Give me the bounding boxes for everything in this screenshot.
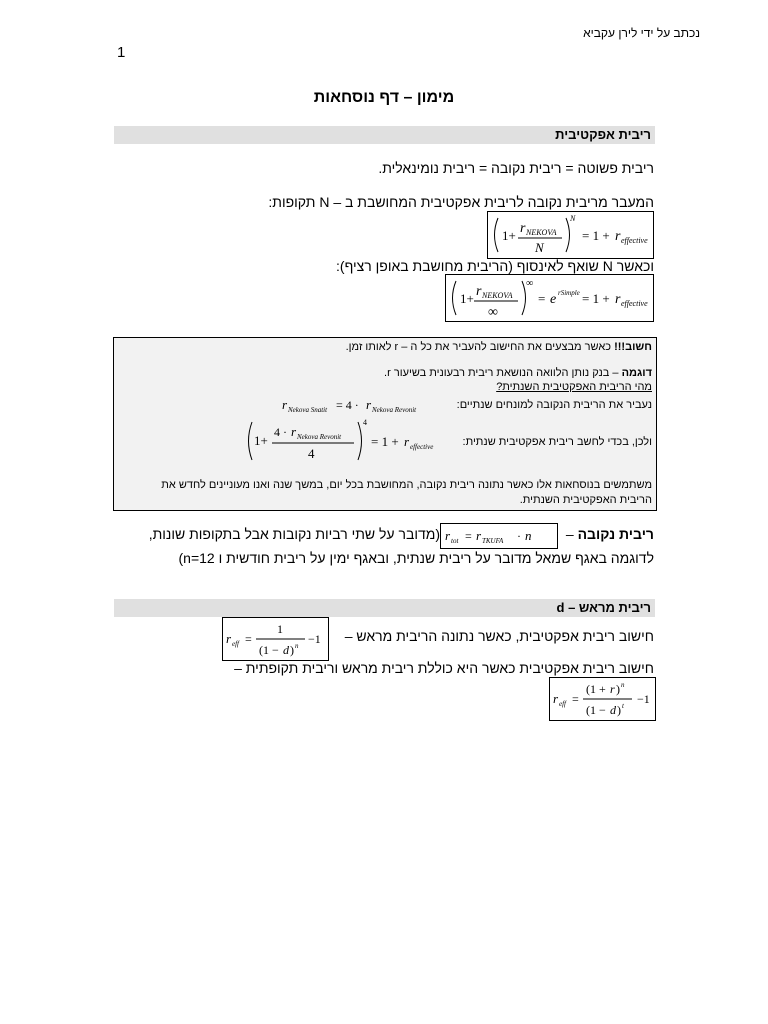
svg-text:effective: effective bbox=[621, 299, 648, 308]
svg-text:eff: eff bbox=[232, 640, 239, 648]
formula-discrete-svg bbox=[488, 212, 653, 258]
svg-text:·: · bbox=[517, 529, 521, 543]
svg-text:r: r bbox=[476, 528, 482, 543]
formula-quarterly-effective bbox=[244, 416, 444, 466]
svg-text:t: t bbox=[622, 702, 624, 710]
svg-text:): ) bbox=[616, 682, 620, 696]
svg-text:(1 +: (1 + bbox=[586, 682, 606, 696]
svg-text:r: r bbox=[520, 221, 526, 236]
svg-text:r: r bbox=[445, 528, 451, 543]
svg-text:N: N bbox=[570, 214, 576, 223]
page-number: 1 bbox=[117, 44, 126, 61]
svg-text:(1 −: (1 − bbox=[259, 643, 279, 657]
nominal-dash: – bbox=[562, 526, 578, 542]
svg-text:−1: −1 bbox=[308, 632, 321, 646]
conversion-line: המעבר מריבית נקובה לריבית אפקטיבית המחושבת ב – N תקופות: bbox=[268, 194, 654, 210]
page-title: מימון – דף נוסחאות bbox=[313, 89, 455, 106]
important-text: כאשר מבצעים את החישוב להעביר את כל ה – r לאותו זמן. bbox=[345, 341, 615, 353]
svg-text:4 ·: 4 · bbox=[274, 425, 287, 439]
formula-discount-periodic bbox=[549, 677, 656, 721]
svg-text:Nekova Revonit: Nekova Revonit bbox=[372, 406, 417, 414]
svg-text:d: d bbox=[283, 643, 289, 657]
svg-text:1+: 1+ bbox=[460, 291, 474, 306]
svg-text:(1 −: (1 − bbox=[586, 703, 606, 717]
svg-text:NEKOVA: NEKOVA bbox=[482, 291, 513, 300]
svg-text:= 1 +: = 1 + bbox=[582, 291, 610, 306]
important-label: חשוב!!! bbox=[614, 341, 652, 353]
formula-discount-effective bbox=[222, 617, 329, 661]
svg-text:r: r bbox=[404, 434, 410, 449]
important-note-box bbox=[113, 337, 657, 511]
usage-line-2: הריבית האפקטיבית השנתית. bbox=[519, 494, 652, 506]
section-heading-discount bbox=[114, 599, 655, 617]
discount-line-2: חישוב ריבית אפקטיבית כאשר היא כוללת ריבית מראש וריבית תקופתית – bbox=[234, 660, 654, 676]
nominal-example-line: לדוגמה באגף שמאל מדובר על ריבית שנתית, ובאגף ימין על ריבית חודשית ו n=12) bbox=[178, 550, 654, 566]
discount-line-1: חישוב ריבית אפקטיבית, כאשר נתונה הריבית מראש – bbox=[344, 628, 654, 644]
svg-text:r: r bbox=[615, 292, 621, 307]
svg-text:effective: effective bbox=[410, 443, 434, 451]
svg-text:∞: ∞ bbox=[488, 305, 498, 320]
therefore-line: ולכן, בכדי לחשב ריבית אפקטיבית שנתית: bbox=[462, 436, 652, 448]
svg-text:1: 1 bbox=[277, 622, 283, 636]
important-line bbox=[346, 341, 652, 353]
svg-text:Nekova Snatit: Nekova Snatit bbox=[288, 406, 328, 414]
convert-line: נעביר את הריבית הנקובה למונחים שנתיים: bbox=[456, 399, 652, 411]
svg-text:=: = bbox=[465, 529, 472, 543]
formula-discount-svg bbox=[223, 618, 328, 660]
svg-text:r: r bbox=[226, 631, 232, 646]
svg-text:r: r bbox=[476, 284, 482, 299]
svg-text:d: d bbox=[610, 703, 616, 717]
svg-text:=: = bbox=[572, 692, 579, 706]
svg-text:NEKOVA: NEKOVA bbox=[526, 228, 557, 237]
nominal-text: (מדובר על שתי רביות נקובות אבל בתקופות שונות, bbox=[148, 526, 440, 542]
svg-text:= 1 +: = 1 + bbox=[371, 434, 399, 449]
formula-nominal-periods bbox=[440, 523, 558, 549]
svg-text:rSimple: rSimple bbox=[558, 289, 580, 297]
svg-text:4: 4 bbox=[363, 418, 367, 427]
svg-text:r: r bbox=[610, 682, 615, 696]
example-label: דוגמה bbox=[621, 367, 652, 379]
svg-text:n: n bbox=[295, 642, 299, 650]
nominal-label: ריבית נקובה bbox=[577, 526, 654, 542]
continuous-line: וכאשר N שואף לאינסוף (הריבית מחושבת באופן רציף): bbox=[336, 258, 654, 274]
svg-text:=: = bbox=[538, 291, 546, 306]
svg-text:tot: tot bbox=[451, 537, 459, 545]
svg-text:∞: ∞ bbox=[526, 278, 534, 289]
svg-text:−1: −1 bbox=[637, 692, 650, 706]
svg-text:r: r bbox=[291, 424, 297, 439]
svg-text:Nekova Revonit: Nekova Revonit bbox=[297, 433, 342, 441]
svg-text:): ) bbox=[290, 643, 294, 657]
example-line bbox=[384, 367, 652, 379]
formula-discount-periodic-svg bbox=[550, 678, 655, 720]
svg-text:r: r bbox=[615, 229, 621, 244]
formula-annual-nominal bbox=[280, 394, 436, 416]
svg-text:): ) bbox=[617, 703, 621, 717]
svg-text:=: = bbox=[245, 632, 252, 646]
question-line: מהי הריבית האפקטיבית השנתית? bbox=[496, 381, 652, 393]
svg-text:1+: 1+ bbox=[254, 433, 268, 448]
svg-text:effective: effective bbox=[621, 236, 648, 245]
example-text: – בנק נותן הלוואה הנושאת ריבית רבעונית בשיעור r. bbox=[384, 367, 622, 379]
section-heading-label: ריבית מראש – d bbox=[556, 600, 651, 615]
svg-text:n: n bbox=[525, 528, 532, 543]
svg-text:= 4 ·: = 4 · bbox=[336, 398, 359, 412]
section-heading-effective bbox=[114, 126, 655, 144]
svg-text:e: e bbox=[550, 292, 557, 307]
author-line: נכתב על ידי לירן עקביא bbox=[583, 26, 700, 40]
svg-text:4: 4 bbox=[308, 446, 315, 461]
svg-text:= 1 +: = 1 + bbox=[582, 228, 610, 243]
svg-text:r: r bbox=[553, 691, 559, 706]
svg-text:r: r bbox=[282, 397, 288, 412]
section-heading-label: ריבית אפקטיבית bbox=[555, 127, 651, 142]
svg-text:TKUFA: TKUFA bbox=[482, 537, 504, 545]
svg-text:eff: eff bbox=[559, 700, 566, 708]
formula-discrete-compounding bbox=[487, 211, 654, 259]
svg-text:N: N bbox=[535, 240, 544, 255]
nominal-line bbox=[149, 526, 654, 542]
formula-continuous-compounding bbox=[445, 274, 654, 322]
usage-line-1: משתמשים בנוסחאות אלו כאשר נתונה ריבית נקובה, המחושבת בכל יום, במשך שנה ואנו מעוניינים לחדש את bbox=[161, 479, 652, 491]
formula-nominal-svg bbox=[441, 524, 557, 548]
svg-text:1+: 1+ bbox=[502, 228, 516, 243]
formula-continuous-svg bbox=[446, 275, 653, 321]
simple-interest-line: ריבית פשוטה = ריבית נקובה = ריבית נומינאלית. bbox=[378, 160, 654, 176]
svg-text:n: n bbox=[621, 681, 625, 689]
svg-text:r: r bbox=[366, 397, 372, 412]
